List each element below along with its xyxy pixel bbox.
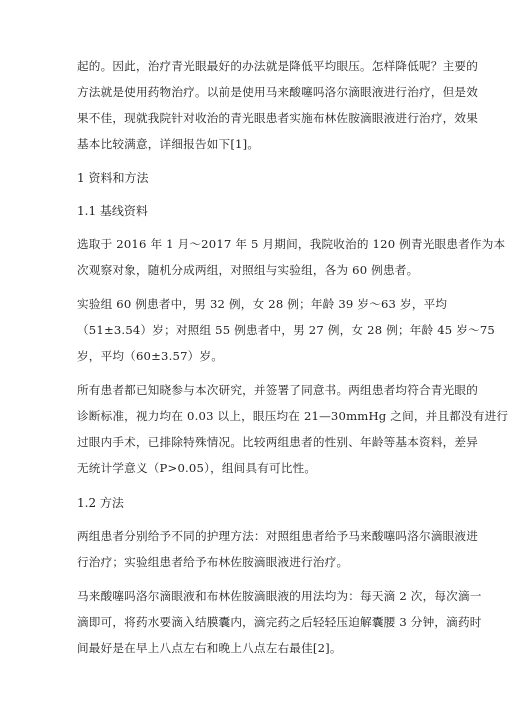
para3-line-1: 所有患者都已知晓参与本次研究，并签署了同意书。两组患者均符合青光眼的 <box>77 383 478 397</box>
section-heading-1: 1 资料和方法 <box>77 171 149 185</box>
intro-line-4: 基本比较满意，详细报告如下[1]。 <box>77 137 260 151</box>
para2-line-3: 岁，平均（60±3.57）岁。 <box>77 349 224 363</box>
para2-line-2: （51±3.54）岁；对照组 55 例患者中，男 27 例，女 28 例；年龄 45 岁～75 <box>77 323 495 337</box>
intro-line-3: 果不佳，现就我院针对收治的青光眼患者实施布林佐胺滴眼液进行治疗，效果 <box>77 111 478 125</box>
para5-line-3: 间最好是在早上八点左右和晚上八点左右最佳[2]。 <box>77 641 342 655</box>
para4-line-1: 两组患者分别给予不同的护理方法：对照组患者给予马来酸噻吗洛尔滴眼液进 <box>77 529 478 543</box>
para3-line-3: 过眼内手术，已排除特殊情况。比较两组患者的性别、年龄等基本资料，差异 <box>77 435 478 449</box>
para5-line-2: 滴即可，将药水要滴入结膜囊内，滴完药之后轻轻压迫解囊腰 3 分钟，滴药时 <box>77 615 482 629</box>
para5-line-1: 马来酸噻吗洛尔滴眼液和布林佐胺滴眼液的用法均为：每天滴 2 次，每次滴一 <box>77 589 482 603</box>
subsection-heading-1-1: 1.1 基线资料 <box>77 204 148 218</box>
intro-line-1: 起的。因此，治疗青光眼最好的办法就是降低平均眼压。怎样降低呢？主要的 <box>77 59 478 73</box>
para2-line-1: 实验组 60 例患者中，男 32 例，女 28 例；年龄 39 岁～63 岁，平均 <box>77 297 448 311</box>
para4-line-2: 行治疗；实验组患者给予布林佐胺滴眼液进行治疗。 <box>77 555 349 569</box>
para3-line-2: 诊断标准，视力均在 0.03 以上，眼压均在 21—30mmHg 之间，并且都没有进行 <box>77 409 508 423</box>
intro-line-2: 方法就是使用药物治疗。以前是使用马来酸噻吗洛尔滴眼液进行治疗，但是效 <box>77 85 478 99</box>
para3-line-4: 无统计学意义（P>0.05），组间具有可比性。 <box>77 461 317 475</box>
para1-line-1: 选取于 2016 年 1 月～2017 年 5 月期间，我院收治的 120 例青光眼患者作为本 <box>77 237 506 251</box>
subsection-heading-1-2: 1.2 方法 <box>77 496 124 510</box>
para1-line-2: 次观察对象，随机分成两组，对照组与实验组，各为 60 例患者。 <box>77 263 419 277</box>
